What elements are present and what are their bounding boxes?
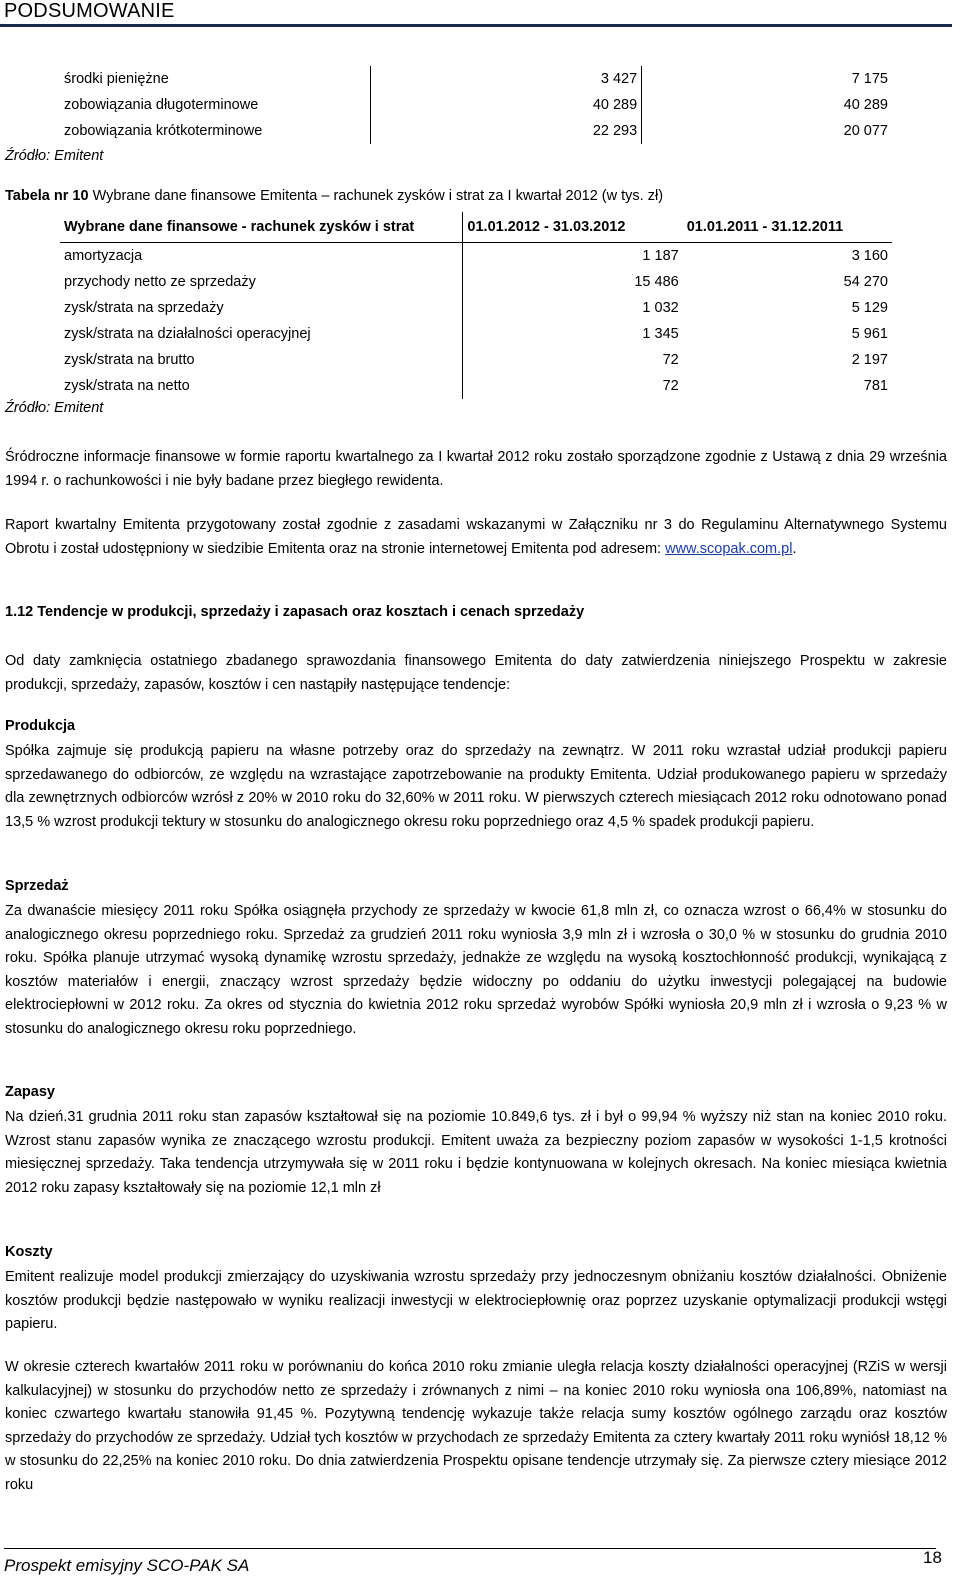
table-row bbox=[60, 118, 892, 144]
row-value-1: 15 486 bbox=[463, 269, 683, 295]
sprzedaz-paragraph: Za dwanaście miesięcy 2011 roku Spółka osiągnęła przychody ze sprzedaży w kwocie 61,8 mln zł, co oznacza wzrost o 66,4% w stosunku do analogicznego okresu poprzedniego roku. Sprzedaż za grudzień 2011 roku wyniosła 3,9 mln zł i wzrosła o 30,0 % w stosunku do grudnia 2010 roku. Spółka planuje utrzymać wysoką dynamikę wzrostu sprzedaży, jednakże ze względu na wysoką kosztochłonność produkcji, wynikającą z kosztów materiałów i energii, znaczący wzrost sprzedaży będzie widoczny po oddaniu do użytku inwestycji polegającej na budowie elektrociepłowni w 2012 roku. Za okres od stycznia do kwietnia 2012 roku sprzedaż wyrobów Spółki wyniosła 20,9 mln zł i wzrosła o 9,23 % w stosunku do analogicznego okresu roku poprzedniego. bbox=[5, 903, 947, 1037]
caption-number: Tabela nr 10 bbox=[5, 188, 89, 204]
row-value-2: 7 175 bbox=[642, 66, 892, 92]
row-label: amortyzacja bbox=[64, 248, 143, 264]
row-value-1: 1 032 bbox=[463, 295, 683, 321]
row-value-1: 40 289 bbox=[371, 92, 642, 118]
header-period-2: 01.01.2011 - 31.12.2011 bbox=[683, 212, 892, 243]
table-row bbox=[60, 243, 892, 270]
table-row bbox=[60, 66, 892, 92]
row-value-2: 2 197 bbox=[851, 352, 888, 368]
table-row bbox=[60, 373, 892, 399]
row-label: zysk/strata na działalności operacyjnej bbox=[64, 326, 311, 342]
company-website-link[interactable]: www.scopak.com.pl bbox=[665, 540, 793, 557]
table2-caption bbox=[5, 188, 663, 204]
section-title: 1.12 Tendencje w produkcji, sprzedaży i zapasach oraz kosztach i cenach sprzedaży bbox=[5, 604, 585, 620]
table-row bbox=[60, 321, 892, 347]
interim-info-paragraph: Śródroczne informacje finansowe w formie raportu kwartalnego za I kwartał 2012 roku zostało sporządzone zgodnie z Ustawą z dnia 29 września 1994 r. o rachunkowości i nie były badane przez biegłego rewidenta. bbox=[5, 449, 947, 489]
produkcja-paragraph: Spółka zajmuje się produkcją papieru na własne potrzeby oraz do sprzedaży na zewnątrz. W 2011 roku wzrastał udział produkcji papieru sprzedawanego do odbiorców, ze względu na wzrastające zapotrzebowanie na produkty Emitenta. Udział produkowanego papieru w sprzedaży dla zewnętrznych odbiorców wzrósł z 20% w 2010 roku do 32,60% w 2011 roku. W pierwszych czterech miesiącach 2012 roku odnotowano ponad 13,5 % wzrost produkcji tektury w stosunku do analogicznego okresu roku poprzedniego oraz 4,5 % spadek produkcji papieru. bbox=[5, 743, 947, 830]
row-label: zysk/strata na brutto bbox=[64, 352, 195, 368]
balance-table bbox=[60, 66, 892, 144]
page-number: 18 bbox=[923, 1548, 942, 1567]
report-text: Raport kwartalny Emitenta przygotowany został zgodnie z zasadami wskazanymi w Załączniku nr 3 do Regulaminu Alternatywnego Systemu Obrotu i został udostępniony w siedzibie Emitenta oraz na stronie internetowej Emitenta pod adresem: bbox=[5, 517, 947, 557]
header-title: PODSUMOWANIE bbox=[4, 0, 175, 22]
footer-title: Prospekt emisyjny SCO-PAK SA bbox=[4, 1556, 250, 1575]
heading-produkcja: Produkcja bbox=[5, 718, 76, 734]
row-value-1: 3 427 bbox=[371, 66, 642, 92]
page-header bbox=[0, 0, 952, 27]
row-value-2: 5 961 bbox=[851, 326, 888, 342]
koszty-paragraph-2: W okresie czterech kwartałów 2011 roku w porównaniu do końca 2010 roku zmianie uległa relacja koszty działalności operacyjnej (RZiS w wersji kalkulacyjnej) w stosunku do przychodów netto ze sprzedaży i zrównanych z nimi – na koniec 2010 roku wyniosła ona 106,89%, natomiast na koniec czwartego kwartału stanowiła 91,45 %. Pozytywną tendencję wykazuje także relacja sumy kosztów ogólnego zarządu oraz kosztów sprzedaży do przychodów ze sprzedaży. Udział tych kosztów w przychodach ze sprzedaży Emitenta za cztery kwartały 2011 roku wyniósł 18,12 % w stosunku do 22,25% na koniec 2010 roku. Do dnia zatwierdzenia Prospektu opisane tendencje utrzymały się. Za pierwsze cztery miesiące 2012 roku bbox=[5, 1359, 947, 1493]
header-label: Wybrane dane finansowe - rachunek zysków i strat bbox=[60, 212, 463, 243]
row-value-2: 5 129 bbox=[851, 300, 888, 316]
row-value-1: 22 293 bbox=[371, 118, 642, 144]
table-header-row bbox=[60, 212, 892, 243]
header-period-1: 01.01.2012 - 31.03.2012 bbox=[463, 212, 683, 243]
heading-zapasy: Zapasy bbox=[5, 1084, 55, 1100]
row-value-1: 72 bbox=[463, 347, 683, 373]
row-value-2: 54 270 bbox=[843, 274, 888, 290]
heading-sprzedaz: Sprzedaż bbox=[5, 878, 69, 894]
table-row bbox=[60, 347, 892, 373]
table-row bbox=[60, 269, 892, 295]
row-value-2: 781 bbox=[863, 378, 888, 394]
quarterly-report-paragraph bbox=[5, 514, 947, 561]
row-value-1: 1 187 bbox=[463, 243, 683, 270]
table2-source: Źródło: Emitent bbox=[5, 400, 104, 416]
row-label: zobowiązania krótkoterminowe bbox=[64, 123, 263, 139]
table-row bbox=[60, 92, 892, 118]
row-label: zysk/strata na sprzedaży bbox=[64, 300, 224, 316]
report-end: . bbox=[792, 540, 797, 557]
row-label: przychody netto ze sprzedaży bbox=[64, 274, 256, 290]
koszty-paragraph-1: Emitent realizuje model produkcji zmierzający do uzyskiwania wzrostu sprzedaży przy jednoczesnym obniżaniu kosztów działalności. Obniżenie kosztów produkcji będzie następowało w wyniku realizacji inwestycji w elektrociepłownię oraz poprzez uzyskanie optymalizacji produkcji wstęgi papieru. bbox=[5, 1269, 947, 1332]
row-label: zobowiązania długoterminowe bbox=[64, 97, 259, 113]
heading-koszty: Koszty bbox=[5, 1244, 53, 1260]
row-value-2: 40 289 bbox=[642, 92, 892, 118]
row-value-2: 3 160 bbox=[851, 248, 888, 264]
row-label: zysk/strata na netto bbox=[64, 378, 190, 394]
footer-divider bbox=[4, 1548, 936, 1549]
table-row bbox=[60, 295, 892, 321]
zapasy-paragraph: Na dzień.31 grudnia 2011 roku stan zapasów kształtował się na poziomie 10.849,6 tys. zł i był o 99,94 % wyższy niż stan na koniec 2010 roku. Wzrost stanu zapasów wynika ze znaczącego wzrostu produkcji. Emitent uważa za bezpieczny poziom zapasów w wysokości 1-1,5 krotności miesięcznej sprzedaży. Taka tendencja utrzymywała się w 2011 roku i będzie kontynuowana w kolejnych okresach. Na koniec miesiąca kwietnia 2012 roku zapasy kształtowały się na poziomie 12,1 mln zł bbox=[5, 1109, 947, 1196]
row-value-2: 20 077 bbox=[642, 118, 892, 144]
tendencies-intro-paragraph: Od daty zamknięcia ostatniego zbadanego sprawozdania finansowego Emitenta do daty zatwierdzenia niniejszego Prospektu w zakresie produkcji, sprzedaży, zapasów, kosztów i cen nastąpiły następujące tendencje: bbox=[5, 653, 947, 693]
row-label: środki pieniężne bbox=[64, 71, 169, 87]
table1-source: Źródło: Emitent bbox=[5, 148, 104, 164]
income-table bbox=[60, 212, 892, 399]
row-value-1: 1 345 bbox=[463, 321, 683, 347]
caption-text: Wybrane dane finansowe Emitenta – rachunek zysków i strat za I kwartał 2012 (w tys. zł) bbox=[88, 188, 664, 204]
row-value-1: 72 bbox=[463, 373, 683, 399]
